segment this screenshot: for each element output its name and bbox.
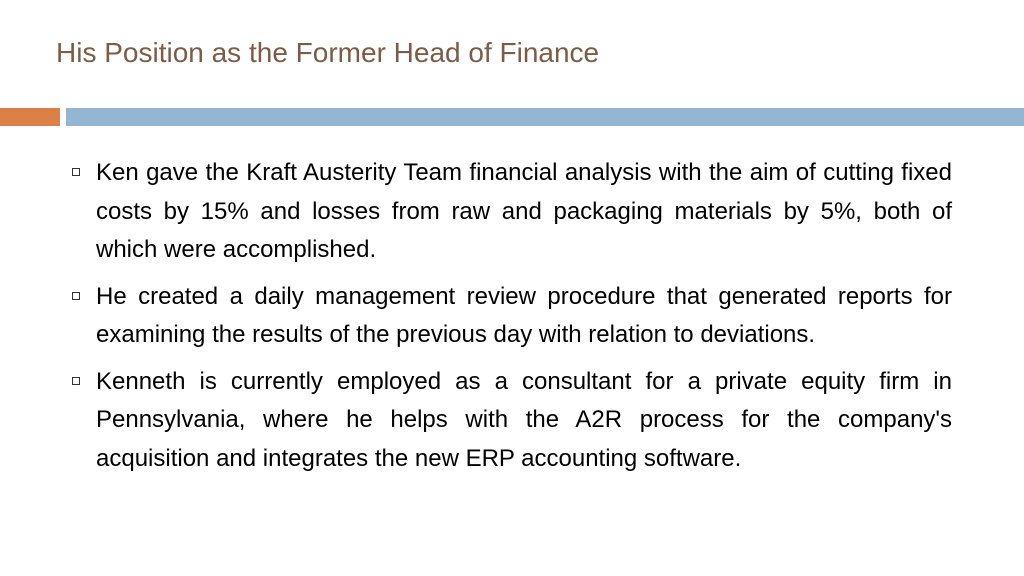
- bullet-text: Ken gave the Kraft Austerity Team financial analysis with the aim of cutting fixed costs by 15% and losses from raw and packaging materials by 5%, both of which were accomplished.: [96, 159, 952, 263]
- bullet-text: He created a daily management review procedure that generated reports for examining the results of the previous day with relation to deviations.: [96, 282, 952, 348]
- hollow-square-bullet-icon: [72, 168, 80, 176]
- accent-bar-orange: [0, 108, 60, 126]
- bullet-list: [70, 154, 952, 486]
- slide-title: His Position as the Former Head of Finance: [56, 37, 600, 68]
- hollow-square-bullet-icon: [72, 377, 80, 385]
- bullet-text: Kenneth is currently employed as a consultant for a private equity firm in Pennsylvania, where he helps with the A2R process for the company's acquisition and integrates the new ERP accounting software.: [96, 367, 952, 472]
- bullet-item: [70, 363, 952, 479]
- bullet-item: [70, 154, 952, 270]
- accent-bar-blue: [66, 108, 1024, 126]
- bullet-item: [70, 278, 952, 355]
- hollow-square-bullet-icon: [72, 292, 80, 300]
